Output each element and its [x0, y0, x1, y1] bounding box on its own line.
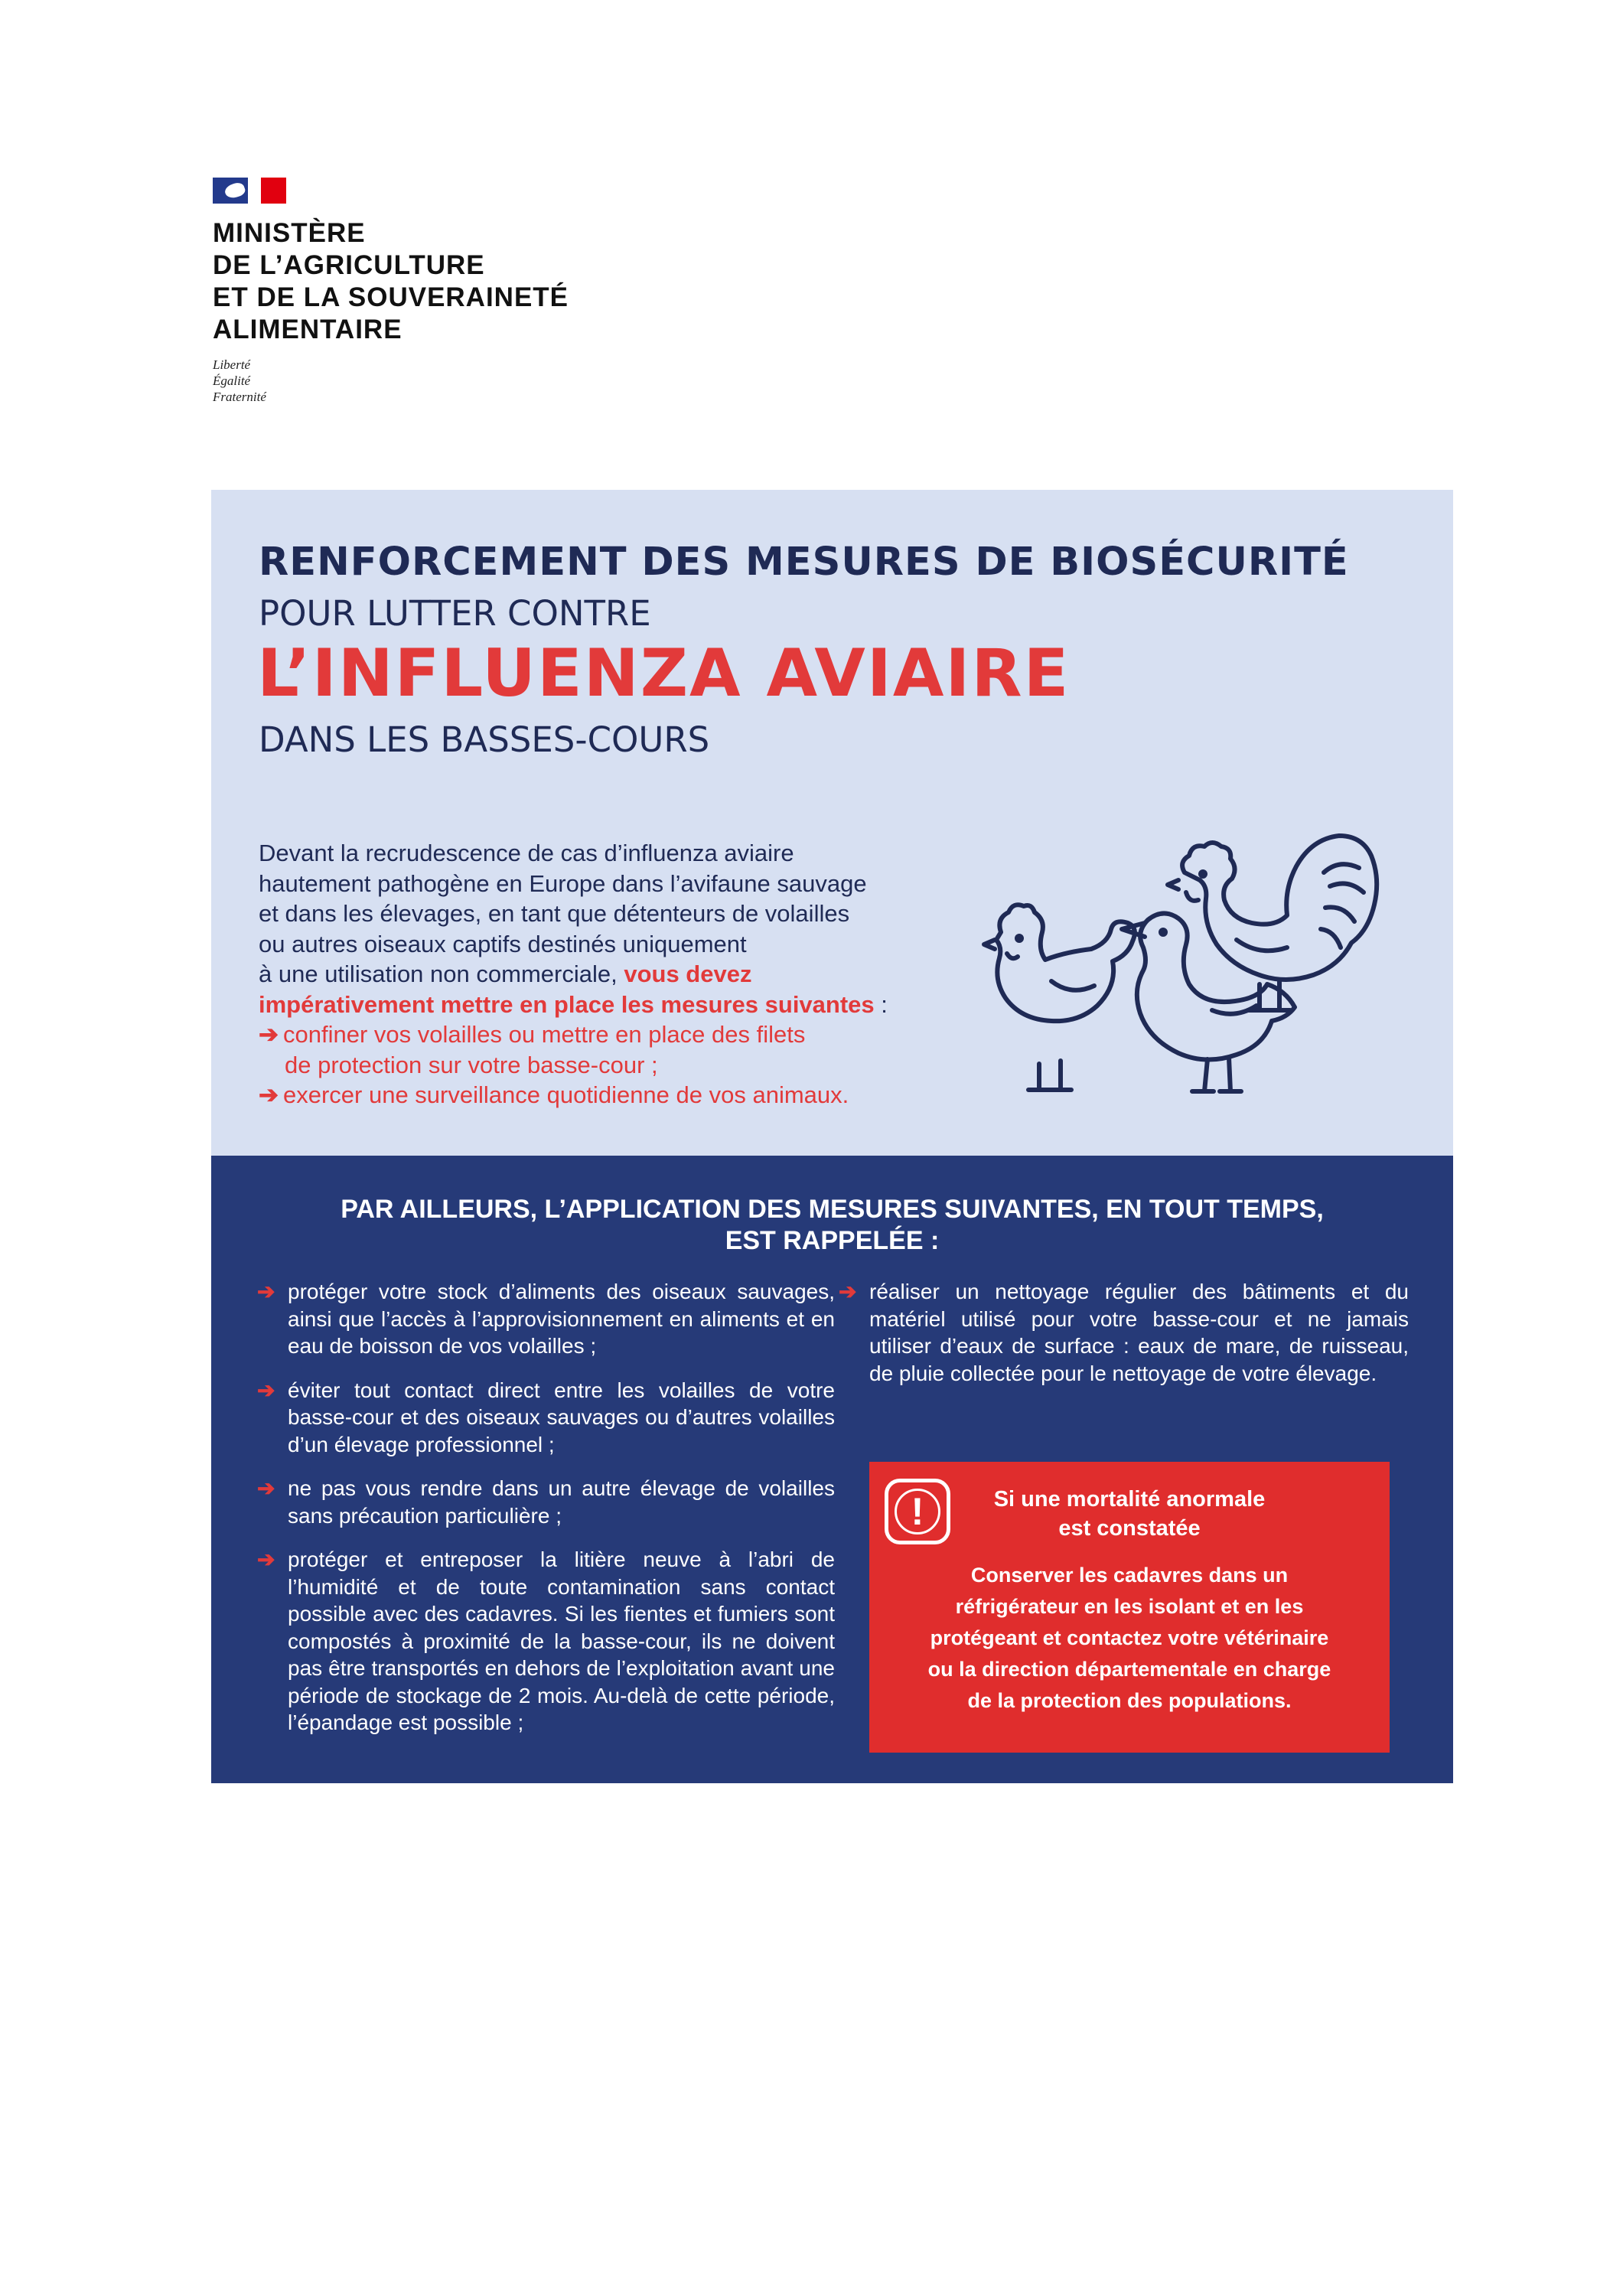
- ministry-line: ET DE LA SOUVERAINETÉ: [213, 282, 569, 312]
- action-item: [259, 1080, 963, 1110]
- measures-heading: [211, 1194, 1453, 1257]
- arrow-icon: ➔: [257, 1378, 275, 1402]
- intro-emphasis: impérativement mettre en place les mesures suivantes: [259, 990, 875, 1018]
- action-item: [259, 1019, 963, 1050]
- arrow-icon: ➔: [259, 1081, 279, 1108]
- alert-body-line: de la protection des populations.: [967, 1689, 1292, 1712]
- measure-item: [839, 1278, 1409, 1387]
- title-line-1: RENFORCEMENT DES MESURES DE BIOSÉCURITÉ: [259, 540, 1349, 585]
- intro-text: [259, 838, 963, 1110]
- measure-item: [257, 1475, 835, 1529]
- arrow-icon: ➔: [257, 1476, 275, 1500]
- measures-left-column: [257, 1278, 835, 1753]
- ministry-line: ALIMENTAIRE: [213, 315, 402, 344]
- arrow-icon: ➔: [257, 1548, 275, 1571]
- exclamation-icon: !: [885, 1479, 950, 1544]
- measures-heading-line: EST RAPPELÉE :: [725, 1226, 940, 1255]
- arrow-icon: ➔: [839, 1280, 857, 1303]
- arrow-icon: ➔: [259, 1021, 279, 1048]
- intro-line: [259, 959, 963, 990]
- hen-icon: [984, 905, 1135, 1090]
- alert-body: [892, 1560, 1367, 1717]
- poultry-illustration: [961, 758, 1413, 1110]
- alert-heading-line: est constatée: [1058, 1516, 1201, 1541]
- measure-text: protéger et entreposer la litière neuve à l’abri de l’humidité et de toute contamination sans contact possible avec des cadavres. Si les fientes et fumiers sont compostés à proximité de la basse-cour, ils ne doivent pas être transportés en dehors de l’exploitation avant une période de stockage de 2 mois. Au-delà de cette période, l’épandage est possible ;: [288, 1548, 835, 1734]
- duck-icon: [1122, 913, 1295, 1091]
- alert-heading: [953, 1485, 1305, 1543]
- poster: [211, 490, 1453, 1783]
- alert-body-line: protégeant et contactez votre vétérinaire: [930, 1626, 1329, 1649]
- alert-heading-line: Si une mortalité anormale: [993, 1487, 1266, 1512]
- title-line-2: POUR LUTTER CONTRE: [259, 593, 651, 634]
- alert-body-line: réfrigérateur en les isolant et en les: [955, 1595, 1304, 1618]
- measure-item: [257, 1377, 835, 1459]
- marianne-logo: [213, 178, 286, 204]
- motto-line: Égalité: [213, 373, 251, 388]
- action-text: confiner vos volailles ou mettre en place des filets: [282, 1021, 806, 1048]
- measure-text: réaliser un nettoyage régulier des bâtiments et du matériel utilisé pour votre basse-cour et ne jamais utiliser d’eaux de surface : eaux de mare, de ruisseau, de pluie collectée pour le nettoyage de votre élevage.: [869, 1280, 1409, 1385]
- measures-heading-line: PAR AILLEURS, L’APPLICATION DES MESURES SUIVANTES, EN TOUT TEMPS,: [341, 1195, 1324, 1224]
- poster-top-panel: [211, 490, 1453, 1156]
- title-line-4: DANS LES BASSES-COURS: [259, 719, 710, 760]
- intro-line-text: à une utilisation non commerciale,: [259, 960, 618, 987]
- intro-line: Devant la recrudescence de cas d’influenza aviaire: [259, 840, 794, 866]
- republic-motto: [213, 357, 611, 405]
- motto-line: Fraternité: [213, 390, 266, 404]
- intro-colon: :: [874, 990, 888, 1018]
- measure-item: [257, 1546, 835, 1737]
- intro-emphasis: vous devez: [624, 960, 752, 987]
- action-text: exercer une surveillance quotidienne de vos animaux.: [282, 1081, 849, 1108]
- intro-line: [259, 990, 963, 1020]
- measure-text: protéger votre stock d’aliments des oiseaux sauvages, ainsi que l’accès à l’approvisionnement en aliments et en eau de boisson de vos volailles ;: [288, 1280, 835, 1358]
- measure-item: [257, 1278, 835, 1360]
- alert-body-line: Conserver les cadavres dans un: [970, 1564, 1289, 1587]
- intro-line: et dans les élevages, en tant que détenteurs de volailles: [259, 900, 850, 927]
- ministry-logo: [213, 178, 611, 405]
- title-main: L’INFLUENZA AVIAIRE: [257, 635, 1071, 712]
- measure-text: ne pas vous rendre dans un autre élevage de volailles sans précaution particulière ;: [288, 1476, 835, 1528]
- action-item-continued: de protection sur votre basse-cour ;: [285, 1051, 658, 1078]
- arrow-icon: ➔: [257, 1280, 275, 1303]
- ministry-line: DE L’AGRICULTURE: [213, 250, 485, 280]
- measure-text: éviter tout contact direct entre les volailles de votre basse-cour et des oiseaux sauvages ou d’autres volailles d’un élevage professionnel ;: [288, 1378, 835, 1456]
- motto-line: Liberté: [213, 357, 251, 372]
- intro-line: hautement pathogène en Europe dans l’avifaune sauvage: [259, 869, 867, 897]
- intro-line: ou autres oiseaux captifs destinés uniquement: [259, 930, 747, 957]
- ministry-line: MINISTÈRE: [213, 218, 366, 248]
- mortality-alert-box: [869, 1462, 1390, 1753]
- poster-bottom-panel: [211, 1156, 1453, 1783]
- ministry-name: [213, 217, 611, 346]
- alert-body-line: ou la direction départementale en charge: [927, 1658, 1331, 1681]
- measures-right-column: [839, 1278, 1409, 1404]
